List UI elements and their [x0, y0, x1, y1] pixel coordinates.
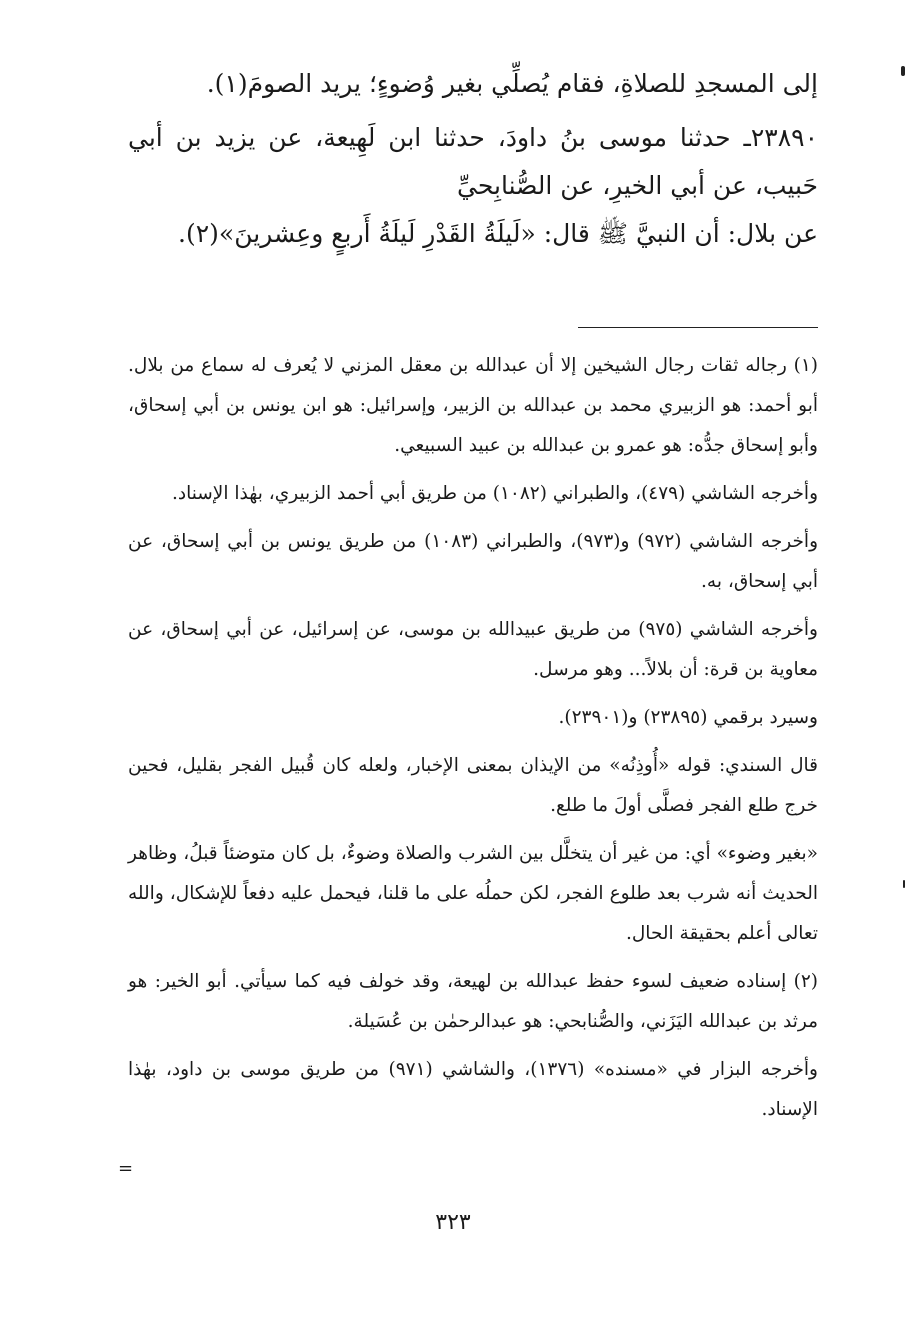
footnote-1-para-4: وأخرجه الشاشي (٩٧٥) من طريق عبيدالله بن موسى، عن إسرائيل، عن أبي إسحاق، عن معاوية بن قرة: أن بلالاً... وهو مرسل.	[128, 619, 818, 680]
hadith-23890-isnad: ٢٣٨٩٠ـ حدثنا موسى بنُ داودَ، حدثنا ابن لَهِيعة، عن يزيد بن أبي حَبيب، عن أبي الخيرِ، عن الصُّنابِحيِّ	[128, 123, 818, 200]
scan-mark	[903, 880, 905, 888]
footnotes	[128, 346, 818, 1138]
footnote-1-para-7: «بغير وضوء» أي: من غير أن يتخلَّل بين الشرب والصلاة وضوءٌ، بل كان متوضئاً قبلُ، وظاهر الحديث أنه شرب بعد طلوع الفجر، لكن حملُه على ما قلنا، فيحمل عليه دفعاً للإشكال، والله تعالى أعلم بحقيقة الحال.	[128, 843, 818, 944]
continuation-mark: =	[118, 1158, 134, 1179]
scan-mark	[901, 66, 905, 76]
footnote-separator	[578, 327, 818, 328]
footnote-2-para-2: وأخرجه البزار في «مسنده» (١٣٧٦)، والشاشي (٩٧١) من طريق موسى بن داود، بهٰذا الإسناد.	[128, 1059, 818, 1120]
main-text	[128, 60, 818, 258]
footnote-1-para-5: وسيرد برقمي (٢٣٨٩٥) و(٢٣٩٠١).	[558, 707, 818, 728]
footnote-1-para-6: قال السندي: قوله «أُوذِنُه» من الإيذان بمعنى الإخبار، ولعله كان قُبيل الفجر بقليل، فحين خرج طلع الفجر فصلَّى أولَ ما طلع.	[128, 755, 818, 816]
footnote-1-para-2: وأخرجه الشاشي (٤٧٩)، والطبراني (١٠٨٢) من طريق أبي أحمد الزبيري، بهٰذا الإسناد.	[171, 483, 818, 504]
footnote-1: (١) رجاله ثقات رجال الشيخين إلا أن عبدالله بن معقل المزني لا يُعرف له سماع من بلال. أبو أحمد: هو الزبيري محمد بن عبدالله بن الزبير، وإسرائيل: هو ابن يونس بن أبي إسحاق، وأبو إسحاق جدُّه: هو عمرو بن عبدالله بن عبيد السبيعي.	[128, 355, 818, 456]
main-line-continuation: إلى المسجدِ للصلاةِ، فقام يُصلِّي بغير وُضوءٍ؛ يريد الصومَ(١).	[206, 69, 818, 98]
footnote-1-para-3: وأخرجه الشاشي (٩٧٢) و(٩٧٣)، والطبراني (١٠٨٣) من طريق يونس بن أبي إسحاق، عن أبي إسحاق، به.	[128, 531, 819, 592]
hadith-23890-matn: عن بلال: أن النبيَّ ﷺ قال: «لَيلَةُ القَدْرِ لَيلَةُ أَربعٍ وعِشرينَ»(٢).	[178, 219, 818, 248]
footnote-2: (٢) إسناده ضعيف لسوء حفظ عبدالله بن لهيعة، وقد خولف فيه كما سيأتي. أبو الخير: هو مرثد بن عبدالله اليَزَني، والصُّنابحي: هو عبدالرحمٰن بن عُسَيلة.	[128, 971, 818, 1032]
page-number: ٣٢٣	[435, 1210, 471, 1235]
